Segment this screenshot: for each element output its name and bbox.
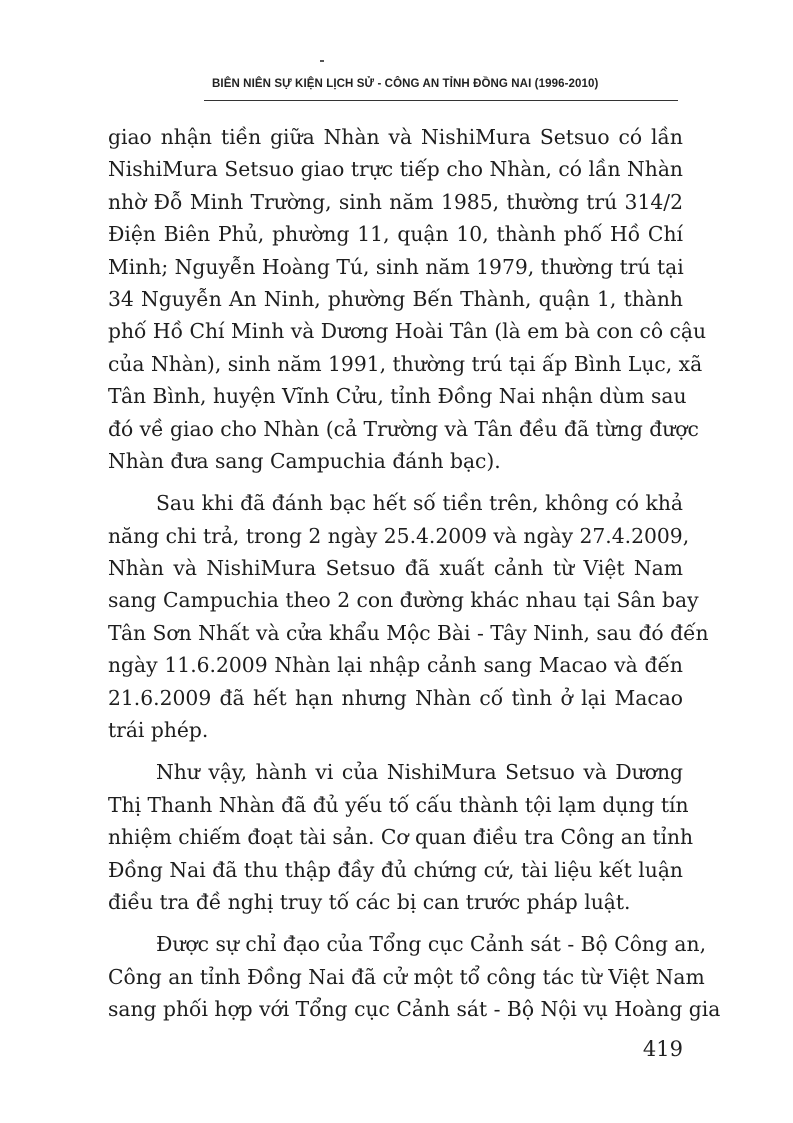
text-line: sang phối hợp với Tổng cục Cảnh sát - Bộ Nội vụ Hoàng gia — [108, 997, 721, 1022]
text-line: trái phép. — [108, 718, 209, 743]
text-line: Đồng Nai đã thu thập đầy đủ chứng cứ, tài liệu kết luận — [108, 857, 683, 882]
text-line: đó về giao cho Nhàn (cả Trường và Tân đều đã từng được — [108, 416, 699, 441]
text-line: 34 Nguyễn An Ninh, phường Bến Thành, quận 1, thành — [108, 286, 683, 311]
header-rule — [204, 100, 678, 101]
paragraph-2 — [108, 487, 709, 746]
text-line: NishiMura Setsuo giao trực tiếp cho Nhàn, có lần Nhàn — [108, 157, 683, 182]
paragraph-3 — [108, 756, 694, 918]
text-line: Tân Sơn Nhất và cửa khẩu Mộc Bài - Tây Ninh, sau đó đến — [108, 620, 709, 645]
text-line: Công an tỉnh Đồng Nai đã cử một tổ công tác từ Việt Nam — [108, 964, 705, 989]
text-line: nhờ Đỗ Minh Trường, sinh năm 1985, thường trú 314/2 — [108, 189, 683, 214]
text-line: Thị Thanh Nhàn đã đủ yếu tố cấu thành tội lạm dụng tín — [108, 792, 689, 817]
page-number: 419 — [642, 1037, 683, 1061]
text-line: của Nhàn), sinh năm 1991, thường trú tại ấp Bình Lục, xã — [108, 351, 703, 376]
text-line: ngày 11.6.2009 Nhàn lại nhập cảnh sang Macao và đến — [108, 653, 683, 678]
running-header: BIÊN NIÊN SỰ KIỆN LỊCH SỬ - CÔNG AN TỈNH ĐỒNG NAI (1996-2010) — [212, 78, 599, 90]
text-line: Nhàn và NishiMura Setsuo đã xuất cảnh từ Việt Nam — [108, 556, 683, 581]
scan-mark — [320, 60, 324, 62]
text-line: Được sự chỉ đạo của Tổng cục Cảnh sát - Bộ Công an, — [156, 932, 707, 957]
text-line: điều tra đề nghị truy tố các bị can trước pháp luật. — [108, 889, 631, 914]
text-line: Nhàn đưa sang Campuchia đánh bạc). — [108, 448, 501, 473]
text-line: 21.6.2009 đã hết hạn nhưng Nhàn cố tình ở lại Macao — [108, 685, 683, 710]
text-line: Tân Bình, huyện Vĩnh Cửu, tỉnh Đồng Nai nhận dùm sau — [108, 384, 687, 409]
text-line: nhiệm chiếm đoạt tài sản. Cơ quan điều tra Công an tỉnh — [108, 825, 694, 850]
text-line: Sau khi đã đánh bạc hết số tiền trên, không có khả — [156, 491, 683, 516]
paragraph-4 — [108, 928, 721, 1025]
body-text — [108, 121, 721, 1026]
text-line: năng chi trả, trong 2 ngày 25.4.2009 và ngày 27.4.2009, — [108, 523, 690, 548]
paragraph-1 — [108, 121, 707, 477]
text-line: Điện Biên Phủ, phường 11, quận 10, thành phố Hồ Chí — [108, 222, 683, 247]
text-line: sang Campuchia theo 2 con đường khác nhau tại Sân bay — [108, 588, 699, 613]
text-line: Minh; Nguyễn Hoàng Tú, sinh năm 1979, thường trú tại — [108, 254, 684, 279]
text-line: giao nhận tiền giữa Nhàn và NishiMura Setsuo có lần — [108, 125, 683, 149]
text-line: phố Hồ Chí Minh và Dương Hoài Tân (là em bà con cô cậu — [108, 319, 707, 344]
text-line: Như vậy, hành vi của NishiMura Setsuo và Dương — [156, 760, 683, 785]
